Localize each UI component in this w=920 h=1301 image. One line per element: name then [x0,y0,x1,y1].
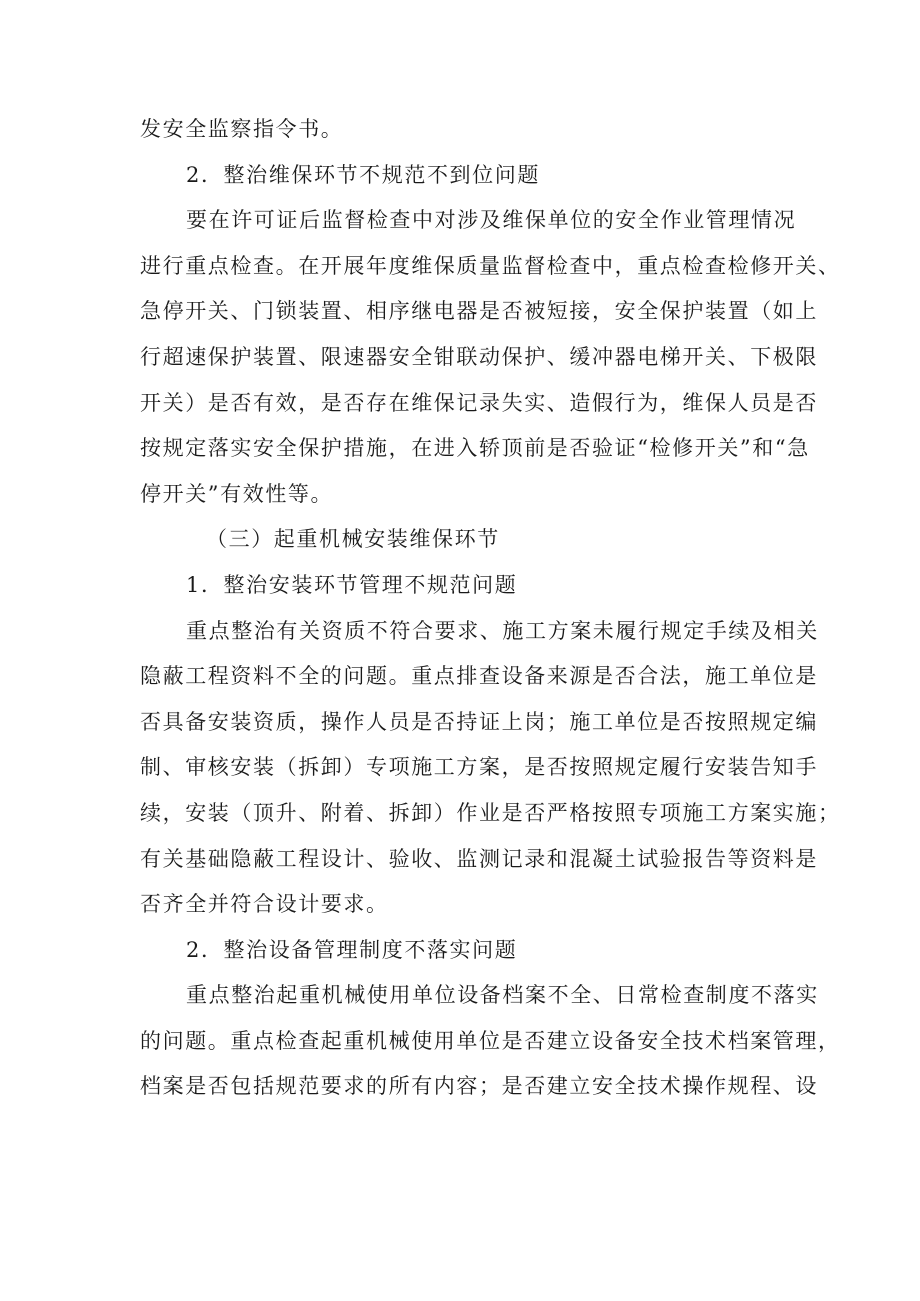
text-line: 急停开关、门锁装置、相序继电器是否被短接，安全保护装置（如上 [140,299,818,324]
text-line: 2．整治维保环节不规范不到位问题 [186,162,540,187]
text-line: （三）起重机械安装维保环节 [206,527,500,552]
text-line: 否具备安装资质，操作人员是否持证上岗；施工单位是否按照规定编 [140,709,818,734]
text-line: 开关）是否有效，是否存在维保记录失实、造假行为，维保人员是否 [140,390,818,415]
text-line: 否齐全并符合设计要求。 [140,892,389,917]
text-line: 制、审核安装（拆卸）专项施工方案，是否按照规定履行安装告知手 [140,755,818,780]
text-line: 重点整治起重机械使用单位设备档案不全、日常检查制度不落实 [186,983,819,1008]
document-body [140,107,841,1110]
text-line: 有关基础隐蔽工程设计、验收、监测记录和混凝土试验报告等资料是 [140,846,818,871]
text-line: 重点整治有关资质不符合要求、施工方案未履行规定手续及相关 [186,618,819,643]
text-line: 要在许可证后监督检查中对涉及维保单位的安全作业管理情况 [186,208,797,233]
text-line: 按规定落实安全保护措施，在进入轿顶前是否验证“检修开关”和“急 [140,436,810,461]
text-line: 发安全监察指令书。 [140,117,344,141]
text-line: 2．整治设备管理制度不落实问题 [186,937,518,962]
text-line: 1．整治安装环节管理不规范问题 [186,572,518,597]
text-line: 隐蔽工程资料不全的问题。重点排查设备来源是否合法，施工单位是 [140,664,818,689]
text-line: 进行重点检查。在开展年度维保质量监督检查中，重点检查检修开关、 [140,253,841,278]
text-line: 行超速保护装置、限速器安全钳联动保护、缓冲器电梯开关、下极限 [140,344,818,369]
text-line: 的问题。重点检查起重机械使用单位是否建立设备安全技术档案管理， [140,1028,841,1053]
text-line: 续，安装（顶升、附着、拆卸）作业是否严格按照专项施工方案实施； [140,800,841,825]
text-line: 停开关”有效性等。 [140,481,334,506]
text-line: 档案是否包括规范要求的所有内容；是否建立安全技术操作规程、设 [140,1074,818,1099]
